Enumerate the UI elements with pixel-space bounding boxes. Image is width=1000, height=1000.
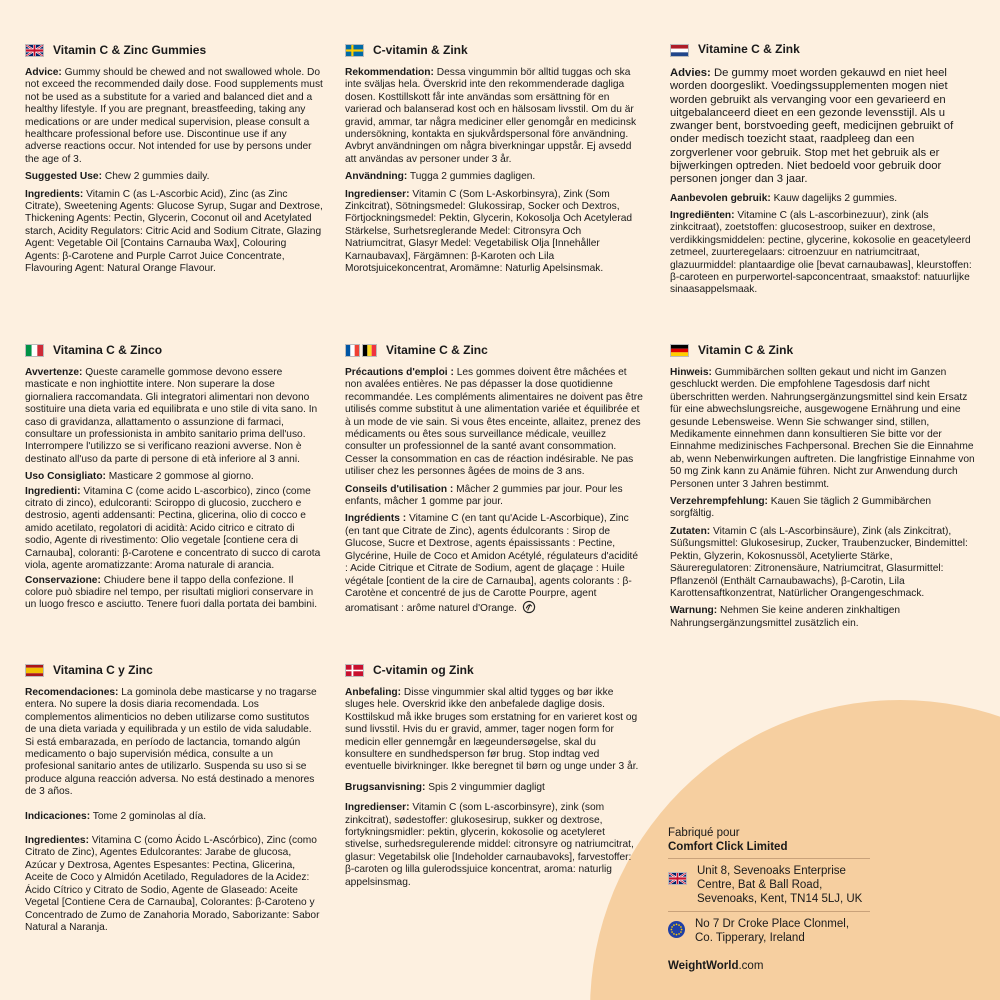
germany-flag-icon — [670, 344, 689, 357]
section-title: Vitamine C & Zink — [698, 42, 800, 57]
section-dutch — [670, 42, 975, 302]
advice-text: Hinweis: Gummibärchen sollten gekaut und nicht im Ganzen geschluckt werden. Die empfohlene Tagesdosis darf nicht überschritten werden. Nahrungsergänzungsmittel sind kein Ersatz für eine abwechslungsreiche, ausgewogene Ernährung und eine gesunde Lebensweise. Wenn Sie schwanger sind, stillen, Medikamente einnehmen dann konsultieren Sie bitte vor der Einnahme medizinisches Fachpersonal. Brechen Sie die Einnahme ab, wenn Nebenwirkungen auftreten. Die langfristige Einnahme von 50 mg Zink kann zu Anämie führen. Nicht zur Anwendung durch Personen unter 3 Jahren bestimmt. — [670, 367, 975, 490]
advice-text: Advice: Gummy should be chewed and not swallowed whole. Do not exceed the recommended daily dose. Food supplements must not be used as a substitute for a varied and balanced diet and a healthy lifestyle. If you are pregnant, breastfeeding, taking any medications or are under medical supervision, please consult a healthcare professional before use. Discontinue use if any adverse reactions occur. Not intended for use by persons under the age of 3. — [25, 67, 323, 165]
usage-text: Conseils d'utilisation : Mâcher 2 gummies par jour. Pour les enfants, mâcher 1 gomme par jour. — [345, 483, 623, 508]
uk-flag-icon — [668, 872, 687, 885]
eu-flag-icon — [668, 921, 685, 938]
belgium-flag-icon — [362, 344, 377, 357]
section-title: Vitamina C & Zinco — [53, 342, 163, 357]
sweden-flag-icon — [345, 44, 364, 57]
uk-address-row — [668, 858, 870, 911]
advice-text: Anbefaling: Disse vingummier skal altid tygges og bør ikke sluges hele. Overskrid ikke den anbefalede daglige dosis. Kosttilskud må ikke bruges som erstatning for en varieret kost og sund livsstil. Hvis du er gravid, ammer, tager nogen form for medicin eller gennemgår en lægeundersøgelse, skal du konsultere en sundhedsperson før brug. Stop indtag ved eventuelle bivirkninger. Ikke beregnet til børn og unge under 3 år. — [345, 687, 639, 773]
section-title: C-vitamin & Zink — [373, 42, 468, 57]
section-title: Vitamin C & Zinc Gummies — [53, 42, 207, 57]
section-danish — [345, 662, 643, 894]
ingredients-text: Ingredienti: Vitamina C (come acido L-ascorbico), zinco (come citrato di zinco), edulcoranti: Sciroppo di glucosio, zucchero e destrosio, agenti addensanti: Pectina, glicerina, olio di cocco e amido acetilato, regolatori di acidità: Acido citrico e citrato di sodio, Agente di rivestimento: Olio vegetale [contiene cera di Carnauba], coloranti: β-Carotene e concentrato di succo di carota viola, agente aromatizzante: Aroma naturale di arancia. — [25, 485, 321, 572]
advice-text: Précautions d'emploi : Les gommes doivent être mâchées et non avalées entières. Ne pas dépasser la dose quotidienne recommandée. Les compléments alimentaires ne doivent pas être utilisés comme substitut à une alimentation variée et équilibrée et à un mode de vie sain. Si vous êtes enceinte, allaitez, prenez des médicaments ou êtes sous surveillance médicale, veuillez consulter un professionnel de la santé avant consommation. Cesser la consommation en cas de réaction indésirable. Ne pas utiliser chez les personnes âgées de moins de 3 ans. — [345, 367, 643, 478]
section-italian — [25, 342, 323, 617]
usage-text: Användning: Tugga 2 gummies dagligen. — [345, 171, 536, 183]
denmark-flag-icon — [345, 664, 364, 677]
usage-text: Verzehrempfehlung: Kauen Sie täglich 2 Gummibärchen sorgfältig. — [670, 496, 932, 520]
section-title: C-vitamin og Zink — [373, 662, 474, 677]
recycle-logo-icon — [522, 600, 536, 614]
section-french-belgian — [345, 342, 643, 621]
uk-flag-icon — [25, 44, 44, 57]
eu-address-row — [668, 911, 870, 950]
warning-text: Warnung: Nehmen Sie keine anderen zinkhaltigen Nahrungsergänzungsmittel zusätzlich ein. — [670, 605, 901, 629]
company-name: Comfort Click Limited — [668, 841, 788, 853]
ingredients-text: Zutaten: Vitamin C (als L-Ascorbinsäure), Zink (als Zinkcitrat), Süßungsmittel: Glukosesirup, Zucker, Traubenzucker, Bindemittel: Pektin, Glyzerin, Kokosnussöl, Acetylierte Stärke, Säureregulatoren: Zitronensäure, Natriumcitrat, Glasurmittel: Pflanzenöl (Enthält Carnaubawachs), β-Carotin, Lila Karottensaftkonzentrat, Natürlicher Orangengeschmack. — [670, 525, 968, 599]
netherlands-flag-icon — [670, 44, 689, 57]
usage-text: Uso Consigliato: Masticare 2 gommose al giorno. — [25, 471, 254, 483]
made-for-label: Fabriqué pour — [668, 827, 740, 839]
italy-flag-icon — [25, 344, 44, 357]
ingredients-text: Ingredients: Vitamin C (as L-Ascorbic Acid), Zinc (as Zinc Citrate), Sweetening Agents: Glucose Syrup, Sugar and Dextrose, Thickening Agents: Pectin, Glycerin, Coconut oil and Acetylated starch, Acidity Regulators: Citric Acid and Sodium Citrate, Glazing Agent: Vegetable Oil [Contains Carnauba Wax], Colouring Agents: β-Carotene and Purple Carrot Juice Concentrate, Flavouring Agent: Natural Orange Flavour. — [25, 188, 323, 275]
section-spanish — [25, 662, 323, 939]
advice-text: Rekommendation: Dessa vingummin bör alltid tuggas och ska inte sväljas hela. Överskrid inte den rekommenderade dagliga dosen. Kosttillskott får inte användas som ersättning för en varierad och balanserad kost och en hälsosam livsstil. Om du är gravid, ammar, tar några mediciner eller genomgår en medicinsk undersökning, kontakta en sjukvårdspersonal före användning. Avbryt användningen om några biverkningar uppstår. Ej avsedd att användas av personer under 3 år. — [345, 67, 637, 165]
ingredients-text: Ingredienser: Vitamin C (som L-ascorbinsyre), zink (som zinkcitrat), sødestoffer: glukosesirup, sukker og dextrose, fortykningsmidler: pektin, glycerin, kokosolie og acetyleret stivelse, surhedsregulerende middel: citronsyre og natriumcitrat, glasur: Vegetabilsk olie [Indeholder carnaubavoks], farvestoffer: β-caroten og lilla gulerodssjuice koncentrat, aroma: naturlig appelsinsmag. — [345, 802, 634, 888]
france-flag-icon — [345, 344, 360, 357]
section-title: Vitamine C & Zinc — [386, 342, 488, 357]
section-title: Vitamin C & Zink — [698, 342, 794, 357]
spain-flag-icon — [25, 664, 44, 677]
ingredients-text: Ingrediënten: Vitamine C (als L-ascorbinezuur), zink (als zinkcitraat), zoetstoffen: glucosestroop, suiker en dextrose, verdikkingsmiddelen: pectine, glycerine, kokosolie en geacetyleerd zetmeel, zuurteregelaars: citroenzuur en natriumcitraat, glazuurmiddel: plantaardige olie [bevat carnaubawas], kleurstoffen: β-caroteen en purperwortel-sapconcentraat, smaakstof: natuurlijke sinaasappelsmaak. — [670, 209, 972, 296]
section-german — [670, 342, 975, 635]
storage-text: Conservazione: Chiudere bene il tappo della confezione. Il colore può sbiadire nel tempo, per risultati migliori conservare in un luogo fresco e asciutto. Tenere fuori dalla portata dei bambini. — [25, 574, 318, 611]
ingredients-text: Ingredienser: Vitamin C (Som L-Askorbinsyra), Zink (Som Zinkcitrat), Sötningsmedel: Glukossirap, Socker och Dextros, Förtjockningsmedel: Pektin, Glycerin, Kokosolja Och Acetylerad Stärkelse, Surhetsreglerande Medel: Citronsyra Och Natriumcitrat, Glasyr Medel: Vegetabilisk Olja [Innehåller Karnaubavax], Färgämnen: β-Karoten och Lila Morotsjuicekoncentrat, Aromämne: Naturlig Apelsinsmak. — [345, 188, 633, 275]
section-title: Vitamina C y Zinc — [53, 662, 153, 677]
manufacturer-info — [668, 826, 870, 973]
eu-address: No 7 Dr Croke Place Clonmel, Co. Tipperary, Ireland — [695, 918, 850, 944]
advice-text: Recomendaciones: La gominola debe masticarse y no tragarse entera. No supere la dosis diaria recomendada. Los complementos alimenticios no deben utilizarse como sustitutos de una dieta variada y equilibrada y un estilo de vida saludable. Si está embarazada, en período de lactancia, tomando algún medicamento o bajo supervisión médica, consulte a un profesional sanitario antes de utilizarlo. Suspenda su uso si se produce alguna reacción adversa. No está destinado a menores de 3 años. — [25, 687, 317, 798]
ingredients-text: Ingredientes: Vitamina C (como Ácido L-Ascórbico), Zinc (como Citrato de Zinc), Agentes Edulcorantes: Jarabe de glucosa, Azúcar y Dextrosa, Agentes Espesantes: Pectina, Glicerina, Aceite de Coco y Almidón Acetilado, Reguladores de la Acidez: Ácido Cítrico y Citrato de Sodio, Agente de Glaseado: Aceite Vegetal [Contiene Cera de Carnauba], Colorantes: β-Caroteno y Concentrado de Zumo de Zanahoria Morado, Saborizante: Sabor Natural a Naranja. — [25, 835, 320, 933]
usage-text: Brugsanvisning: Spis 2 vingummier dagligt — [345, 781, 545, 793]
ingredients-text: Ingrédients : Vitamine C (en tant qu'Acide L-Ascorbique), Zinc (en tant que Citrate de Zinc), agents édulcorants : Sirop de Glucose, Sucre et Dextrose, agents épaississants : Pectine, Glycérine, Huile de Coco et Amidon Acétylé, régulateurs d'acidité : Acide Citrique et Citrate de Sodium, agent de glaçage : Huile végétale [contient de la cire de Carnauba], agents colorants : β-Carotène et concentré de jus de Carotte Pourpre, agent aromatisant : arôme naturel d'Orange. — [345, 513, 639, 615]
advice-text: Advies: De gummy moet worden gekauwd en niet heel worden doorgeslikt. Voedingssupplementen mogen niet worden gebruikt als vervanging voor een gevarieerd en uitgebalanceerd dieet en een gezonde levensstijl. Als u zwanger bent, borstvoeding geeft, medicijnen gebruikt of onder medisch toezicht staat, raadpleeg dan een zorgverlener voor gebruik. Stop met het gebruik als er bijwerkingen optreden. Niet bedoeld voor gebruik door personen jonger dan 3 jaar. — [670, 67, 954, 186]
usage-text: Indicaciones: Tome 2 gominolas al día. — [25, 810, 207, 822]
website-text: WeightWorld.com — [668, 960, 764, 972]
usage-text: Suggested Use: Chew 2 gummies daily. — [25, 171, 210, 183]
section-english — [25, 42, 323, 281]
advice-text: Avvertenze: Queste caramelle gommose devono essere masticate e non inghiottite intere. Non superare la dose giornaliera raccomandata. Gli integratori alimentari non devono sostituire una dieta varia ed equilibrata e uno stile di vita sano. In caso di gravidanza, allattamento o assunzione di farmaci, consultare un professionista in ambito sanitario prima dell'uso. Interrompere l'utilizzo se si verificano reazioni avverse. Non è destinato all'uso da parte di persone di età inferiore al 3 anni. — [25, 367, 318, 465]
usage-text: Aanbevolen gebruik: Kauw dagelijks 2 gummies. — [670, 192, 898, 204]
section-swedish — [345, 42, 643, 281]
uk-address: Unit 8, Sevenoaks Enterprise Centre, Bat & Ball Road, Sevenoaks, Kent, TN14 5LJ, UK — [697, 865, 863, 905]
